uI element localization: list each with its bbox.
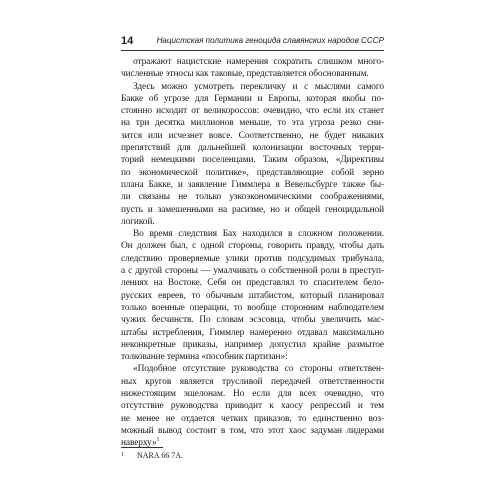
text-line: торий немецкими поселенцами. Таким образом, «Директивы bbox=[121, 155, 384, 166]
footnote bbox=[121, 451, 183, 461]
footnote-number: 1 bbox=[121, 452, 124, 458]
header-rule bbox=[121, 50, 384, 51]
text-line: «Подобное отсутствие руководства со стороны ответствен- bbox=[133, 364, 384, 375]
text-line: по экономической политике», представляющие собой зерно bbox=[121, 167, 384, 178]
paragraph bbox=[121, 81, 384, 229]
text-line: отражают нацистские намерения сократить слишком много- bbox=[133, 57, 384, 67]
text-line: не менее не отдается четких приказов, то единственно воз- bbox=[121, 413, 384, 424]
text-line: а с другой стороны — умалчивать о собственной роли в преступ- bbox=[121, 266, 384, 277]
page-number: 14 bbox=[121, 35, 134, 47]
text-line: чужих бесчинств. По словам эсэсовца, чтобы увеличить мас- bbox=[121, 315, 384, 326]
text-line: нижестоящим эшелонам. Но если для всех очевидно, что bbox=[121, 389, 384, 400]
text-line: наверху» bbox=[121, 438, 157, 449]
text-line: толкование термина «пособник партизан»: bbox=[121, 352, 288, 363]
text-line: пусть и замешенными на расизме, но и общей геноцидальной bbox=[121, 204, 384, 215]
text-line: лениях на Востоке. Себя он представлял то спасителем бело- bbox=[121, 278, 384, 289]
text-line: ных кругов является трусливой передачей ответственности bbox=[121, 376, 384, 387]
text-line: Бакке об угрозе для Германии и Европы, которая якобы по- bbox=[121, 93, 384, 104]
running-header bbox=[121, 34, 384, 48]
text-line: неконкретные приказы, например допустил крайне размытое bbox=[121, 339, 384, 350]
text-line: на три десятка миллионов меньше, то эта угроза резко сни- bbox=[121, 118, 384, 129]
text-line: Во время следствия Бах находился в сложном положении. bbox=[133, 229, 384, 240]
text-line: численные этносы как таковые, представляется обоснованным. bbox=[121, 69, 369, 80]
text-line: зится или исчезнет вовсе. Соответственно, не будет никаких bbox=[121, 130, 384, 141]
footnote-reference: 1 bbox=[156, 437, 160, 444]
footnote-rule bbox=[121, 447, 163, 448]
text-line: препятствий для дальнейшей колонизации восточных терри- bbox=[121, 143, 384, 154]
paragraph bbox=[121, 363, 384, 449]
text-line: Он должен был, с одной стороны, говорить правду, чтобы дать bbox=[121, 241, 384, 252]
text-line: следствию проверяемые улики против подсудимых трибунала, bbox=[121, 253, 384, 264]
paragraph bbox=[121, 228, 384, 363]
text-line: только военные операции, то вообще сторонним наблюдателем bbox=[121, 302, 384, 313]
footnote-text: NARA 66 7A. bbox=[137, 451, 184, 460]
text-line: логикой. bbox=[121, 216, 155, 227]
text-line: плана Бакке, и заявление Гиммлера в Вевельсбурге также бы- bbox=[121, 179, 384, 190]
text-line: стоянно исходит от великороссов: очевидно, что если их станет bbox=[121, 106, 384, 117]
text-line: ли связаны не только узкоэкономическими соображениями, bbox=[121, 192, 384, 203]
paragraph bbox=[121, 56, 384, 81]
text-line: отсутствие руководства приводит к хаосу репрессий и тем bbox=[121, 401, 384, 412]
text-line: русских евреев, то обычным штабистом, который планировал bbox=[121, 290, 384, 301]
running-title: Нацистская политика геноцида славянских народов СССР bbox=[156, 36, 384, 45]
text-line: штабы истребления, Гиммлер намеренно отдавал максимально bbox=[121, 327, 384, 338]
text-line: Здесь можно усмотреть перекличку и с мыслями самого bbox=[133, 81, 384, 92]
body-text bbox=[121, 56, 384, 450]
text-line: можный вывод состоит в том, что этот хаос задуман лидерами bbox=[121, 425, 384, 436]
